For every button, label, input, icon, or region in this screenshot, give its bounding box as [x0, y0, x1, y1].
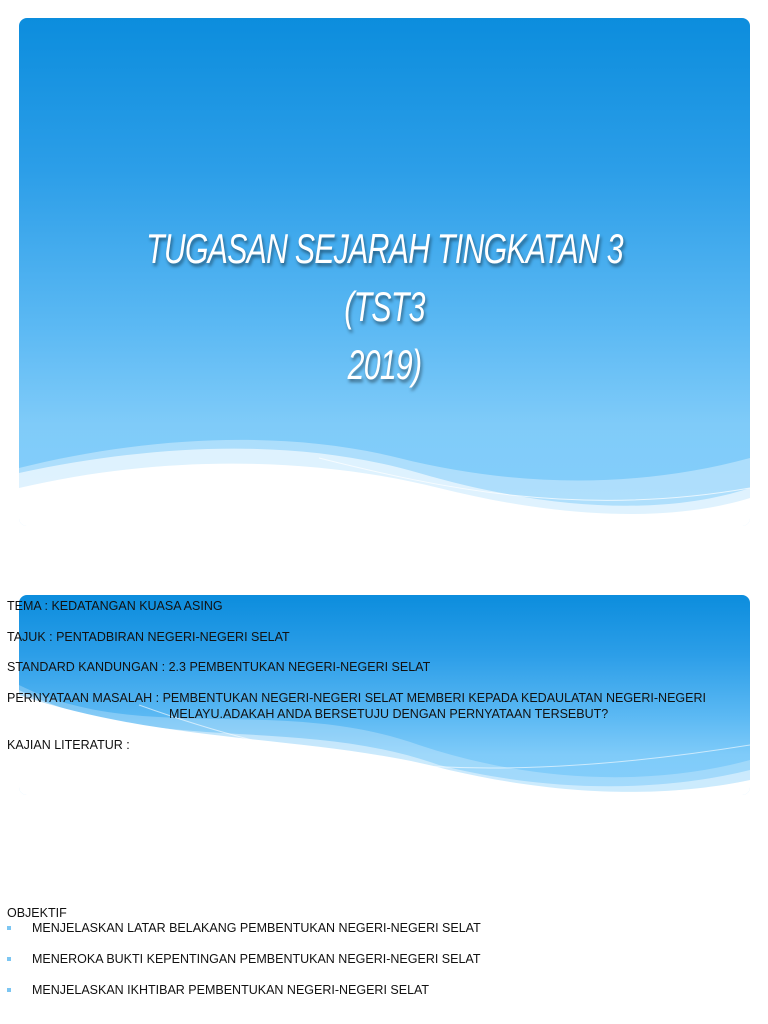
tema-line: TEMA : KEDATANGAN KUASA ASING	[7, 599, 223, 613]
slide-title-line-2: 2019)	[347, 341, 422, 388]
title-slide	[19, 18, 750, 526]
pernyataan-masalah-continuation: MELAYU.ADAKAH ANDA BERSETUJU DENGAN PERNYATAAN TERSEBUT?	[169, 707, 609, 721]
standard-kandungan-line: STANDARD KANDUNGAN : 2.3 PEMBENTUKAN NEGERI-NEGERI SELAT	[7, 660, 431, 674]
objektif-item-1: MENJELASKAN LATAR BELAKANG PEMBENTUKAN NEGERI-NEGERI SELAT	[32, 921, 481, 935]
objektif-item-2: MENEROKA BUKTI KEPENTINGAN PEMBENTUKAN NEGERI-NEGERI SELAT	[32, 952, 481, 966]
kajian-literatur-line: KAJIAN LITERATUR :	[7, 738, 130, 752]
bullet-icon	[7, 988, 11, 992]
pernyataan-masalah-line: PERNYATAAN MASALAH : PEMBENTUKAN NEGERI-NEGERI SELAT MEMBERI KEPADA KEDAULATAN NEGERI-NEGERI	[7, 691, 706, 705]
slide-title	[121, 220, 647, 394]
objektif-item-3: MENJELASKAN IKHTIBAR PEMBENTUKAN NEGERI-NEGERI SELAT	[32, 983, 430, 997]
objektif-heading: OBJEKTIF	[7, 906, 67, 920]
bullet-icon	[7, 957, 11, 961]
tajuk-line: TAJUK : PENTADBIRAN NEGERI-NEGERI SELAT	[7, 630, 290, 644]
bullet-icon	[7, 926, 11, 930]
slide-title-line-1: TUGASAN SEJARAH TINGKATAN 3 (TST3	[146, 225, 623, 330]
